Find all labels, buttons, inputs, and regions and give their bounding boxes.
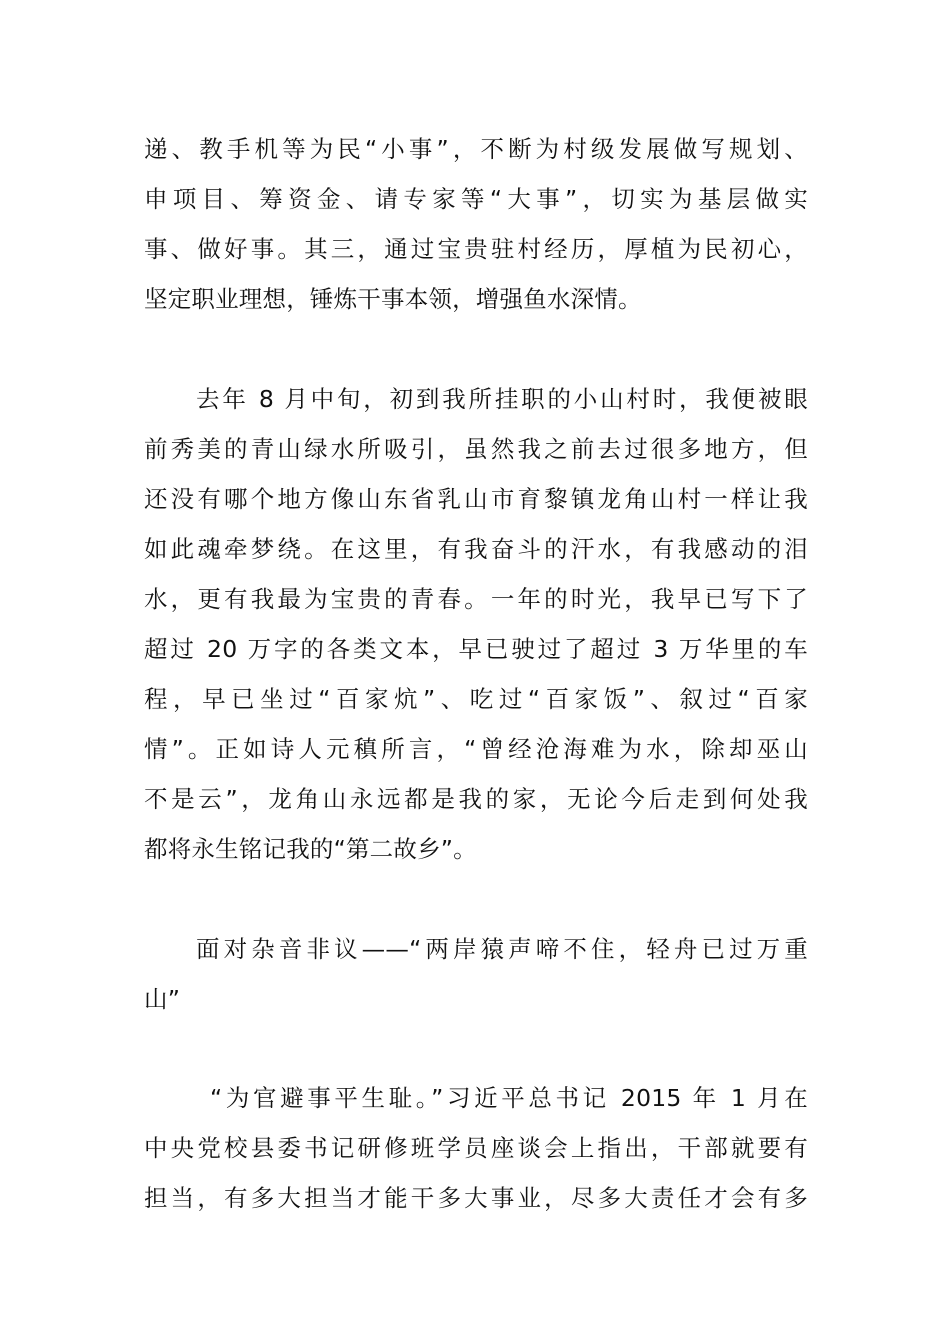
paragraph-line: 申项目、筹资金、请专家等“大事”，切实为基层做实 [144, 185, 808, 213]
paragraph-line: 中央党校县委书记研修班学员座谈会上指出，干部就要有 [144, 1134, 808, 1162]
section-heading [144, 924, 808, 1024]
paragraph-line: 超过 20 万字的各类文本，早已驶过了超过 3 万华里的车 [144, 635, 808, 663]
paragraph-2 [144, 374, 808, 874]
heading-line: 面对杂音非议——“两岸猿声啼不住，轻舟已过万重 [196, 935, 808, 963]
paragraph-line: 事、做好事。其三，通过宝贵驻村经历，厚植为民初心， [144, 235, 808, 263]
paragraph-line: 递、教手机等为民“小事”，不断为村级发展做写规划、 [144, 135, 808, 163]
paragraph-line: 前秀美的青山绿水所吸引，虽然我之前去过很多地方，但 [144, 435, 808, 463]
paragraph-line: 去年 8 月中旬，初到我所挂职的小山村时，我便被眼 [196, 385, 808, 413]
paragraph-3 [144, 1073, 808, 1223]
paragraph-line: 还没有哪个地方像山东省乳山市育黎镇龙角山村一样让我 [144, 485, 808, 513]
paragraph-line: 不是云”，龙角山永远都是我的家，无论今后走到何处我 [144, 785, 808, 813]
paragraph-1 [144, 124, 808, 324]
paragraph-line: 如此魂牵梦绕。在这里，有我奋斗的汗水，有我感动的泪 [144, 535, 808, 563]
heading-line: 山” [144, 985, 181, 1013]
paragraph-line: 坚定职业理想，锤炼干事本领，增强鱼水深情。 [144, 285, 642, 313]
paragraph-line: 都将永生铭记我的“第二故乡”。 [144, 835, 477, 863]
paragraph-line: 担当，有多大担当才能干多大事业，尽多大责任才会有多 [144, 1184, 808, 1212]
paragraph-line: 情”。正如诗人元稹所言，“曾经沧海难为水，除却巫山 [144, 735, 808, 763]
paragraph-line: 程，早已坐过“百家炕”、吃过“百家饭”、叙过“百家 [144, 685, 808, 713]
paragraph-line: 水，更有我最为宝贵的青春。一年的时光，我早已写下了 [144, 585, 808, 613]
paragraph-line: “为官避事平生耻。”习近平总书记 2015 年 1 月在 [210, 1084, 808, 1112]
